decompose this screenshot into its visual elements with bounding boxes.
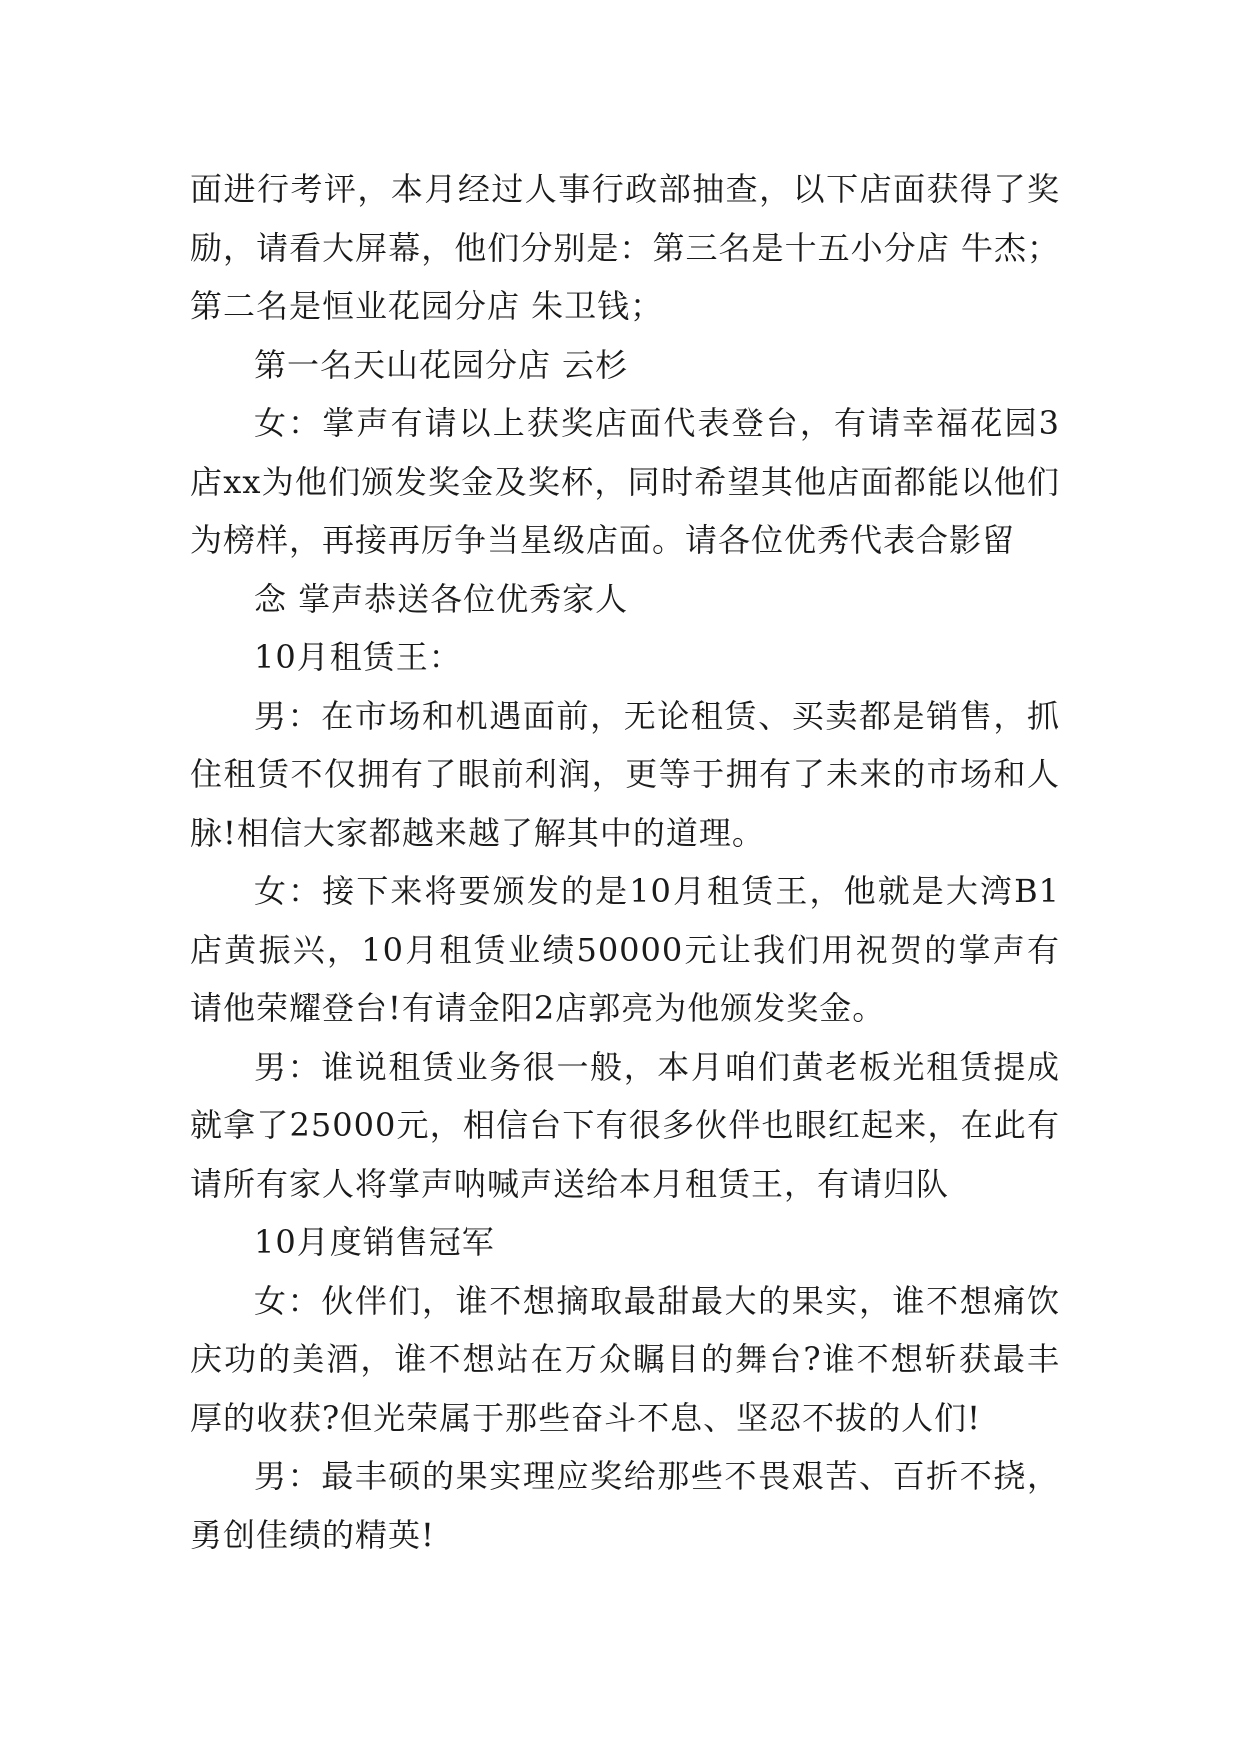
paragraph-female-host-3: 女：伙伴们，谁不想摘取最甜最大的果实，谁不想痛饮庆功的美酒，谁不想站在万众瞩目的舞台?谁不想斩获最丰厚的收获?但光荣属于那些奋斗不息、坚忍不拔的人们!: [190, 1281, 1060, 1437]
paragraph-female-host-2: 女：接下来将要颁发的是10月租赁王，他就是大湾B1店黄振兴，10月租赁业绩50000元让我们用祝贺的掌声有请他荣耀登台!有请金阳2店郭亮为他颁发奖金。: [190, 872, 1060, 1027]
paragraph-award-intro: 面进行考评，本月经过人事行政部抽查，以下店面获得了奖励，请看大屏幕，他们分别是：第三名是十五小分店 牛杰；第二名是恒业花园分店 朱卫钱；: [190, 170, 1060, 325]
paragraph-male-host-3: 男：最丰硕的果实理应奖给那些不畏艰苦、百折不挠，勇创佳绩的精英!: [190, 1457, 1060, 1554]
document-page: [190, 160, 1060, 1564]
paragraph-applause: 念 掌声恭送各位优秀家人: [254, 579, 629, 618]
section-heading-sales-champion: 10月度销售冠军: [254, 1223, 495, 1261]
paragraph-first-place: 第一名天山花园分店 云杉: [254, 345, 629, 384]
paragraph-male-host-2: 男：谁说租赁业务很一般，本月咱们黄老板光租赁提成就拿了25000元，相信台下有很多伙伴也眼红起来，在此有请所有家人将掌声呐喊声送给本月租赁王，有请归队: [190, 1047, 1060, 1203]
paragraph-male-host-1: 男：在市场和机遇面前，无论租赁、买卖都是销售，抓住租赁不仅拥有了眼前利润，更等于拥有了未来的市场和人脉!相信大家都越来越了解其中的道理。: [190, 696, 1060, 852]
section-heading-rental-king: 10月租赁王：: [254, 638, 462, 676]
paragraph-female-host-1: 女：掌声有请以上获奖店面代表登台，有请幸福花园3店xx为他们颁发奖金及奖杯，同时希望其他店面都能以他们为榜样，再接再厉争当星级店面。请各位优秀代表合影留: [190, 404, 1060, 559]
